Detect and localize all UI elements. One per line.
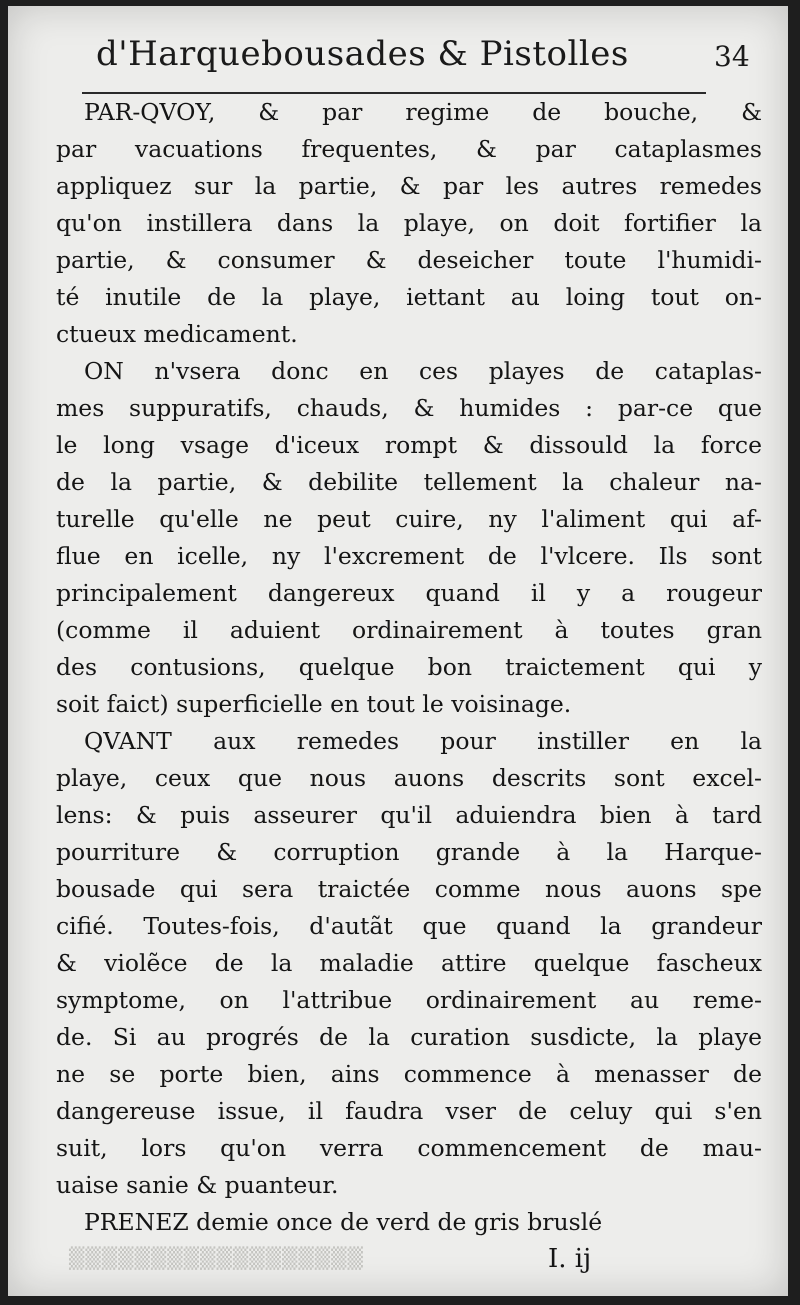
text-line: ne se porte bien, ains commence à menasser de <box>56 1060 762 1088</box>
text-line: qu'on instillera dans la playe, on doit fortifier la <box>56 209 762 237</box>
running-title: d'Harquebousades & Pistolles <box>96 34 629 74</box>
page-number: 34 <box>714 40 750 73</box>
text-line: soit faict) superficielle en tout le voisinage. <box>56 690 572 718</box>
text-line: pourriture & corruption grande à la Harque- <box>56 838 762 866</box>
signature-mark: I. ij <box>548 1244 592 1274</box>
text-line: de la partie, & debilite tellement la chaleur na- <box>56 468 762 496</box>
text-line: PAR-QVOY, & par regime de bouche, & <box>84 98 762 126</box>
text-line: mes suppuratifs, chauds, & humides : par-ce que <box>56 394 762 422</box>
text-line: ctueux medicament. <box>56 320 298 348</box>
text-line: (comme il aduient ordinairement à toutes gran <box>56 616 762 644</box>
text-line: de. Si au progrés de la curation susdicte, la playe <box>56 1023 762 1051</box>
text-line: lens: & puis asseurer qu'il aduiendra bien à tard <box>56 801 762 829</box>
text-line: cifié. Toutes-fois, d'autãt que quand la grandeur <box>56 912 762 940</box>
text-line: partie, & consumer & deseicher toute l'humidi- <box>56 246 762 274</box>
text-line: té inutile de la playe, iettant au loing tout on- <box>56 283 762 311</box>
text-line: suit, lors qu'on verra commencement de mau- <box>56 1134 762 1162</box>
text-line: par vacuations frequentes, & par cataplasmes <box>56 135 762 163</box>
text-line: bousade qui sera traictée comme nous auons spe <box>56 875 762 903</box>
book-page <box>8 6 788 1296</box>
text-line: ON n'vsera donc en ces playes de cataplas- <box>84 357 762 385</box>
text-line: flue en icelle, ny l'excrement de l'vlcere. Ils sont <box>56 542 762 570</box>
text-line: le long vsage d'iceux rompt & dissould la force <box>56 431 762 459</box>
text-line: PRENEZ demie once de verd de gris bruslé <box>84 1208 603 1236</box>
text-line: uaise sanie & puanteur. <box>56 1171 339 1199</box>
text-line: dangereuse issue, il faudra vser de celuy qui s'en <box>56 1097 762 1125</box>
paragraph-1 <box>56 94 762 353</box>
text-line: playe, ceux que nous auons descrits sont excel- <box>56 764 762 792</box>
text-line: turelle qu'elle ne peut cuire, ny l'aliment qui af- <box>56 505 762 533</box>
body-text <box>56 94 762 1241</box>
paragraph-3 <box>56 723 762 1204</box>
running-head <box>8 34 788 86</box>
bleed-through-text: ▒▒▒▒▒▒▒▒▒▒▒▒▒▒▒▒▒▒ <box>68 1246 363 1270</box>
paragraph-4 <box>56 1204 762 1241</box>
text-line: principalement dangereux quand il y a rougeur <box>56 579 762 607</box>
text-line: appliquez sur la partie, & par les autres remedes <box>56 172 762 200</box>
text-line: des contusions, quelque bon traictement qui y <box>56 653 762 681</box>
text-line: & violẽce de la maladie attire quelque fascheux <box>56 949 762 977</box>
text-line: QVANT aux remedes pour instiller en la <box>84 727 762 755</box>
paragraph-2 <box>56 353 762 723</box>
text-line: symptome, on l'attribue ordinairement au reme- <box>56 986 762 1014</box>
